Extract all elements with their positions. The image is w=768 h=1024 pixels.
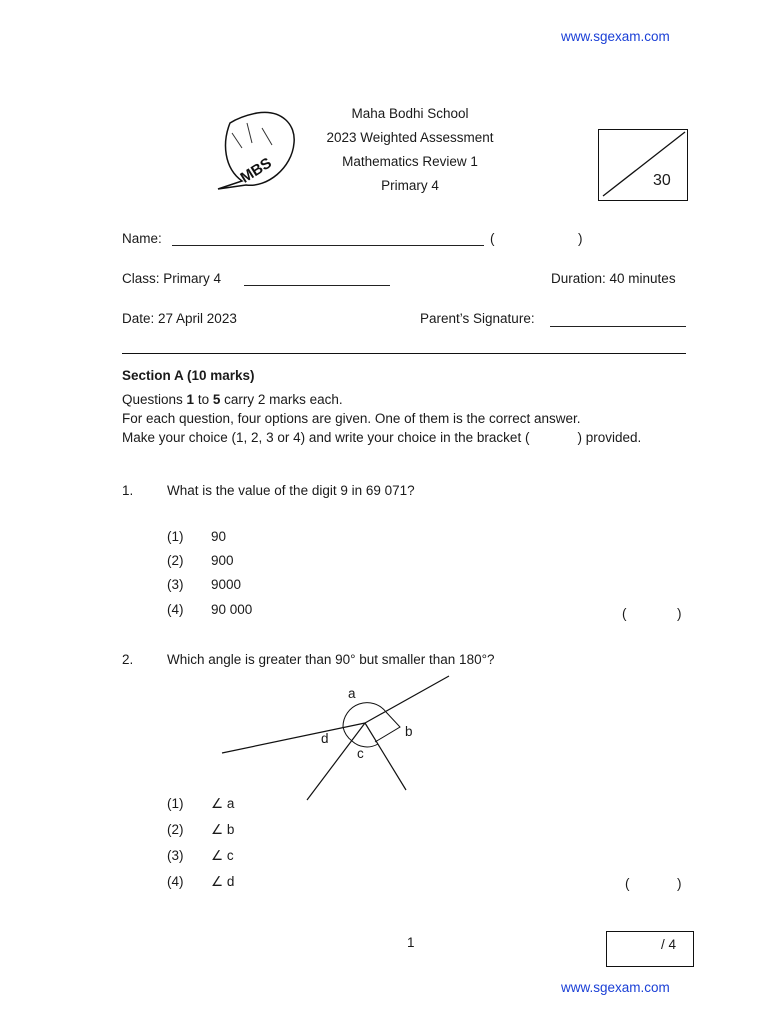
name-bracket-close: ) bbox=[578, 231, 583, 246]
logo-text: MBS bbox=[237, 154, 275, 187]
q1-text: What is the value of the digit 9 in 69 071? bbox=[167, 483, 415, 498]
q1-option-4-value: 90 000 bbox=[211, 602, 253, 617]
q2-option-4-number: (4) bbox=[167, 874, 184, 889]
page-score-box bbox=[606, 931, 694, 967]
q1-answer-bracket-close[interactable]: ) bbox=[677, 606, 682, 621]
instr3-pre: Make your choice (1, 2, 3 or 4) and write your choice in the bracket ( bbox=[122, 430, 530, 445]
duration-text: Duration: 40 minutes bbox=[551, 271, 676, 286]
q2-option-4-value: ∠ d bbox=[211, 874, 235, 889]
site-watermark-bottom[interactable]: www.sgexam.com bbox=[561, 980, 670, 995]
q1-option-3-number: (3) bbox=[167, 577, 184, 592]
total-marks: 30 bbox=[653, 172, 671, 189]
arc-c bbox=[352, 741, 378, 747]
class-label: Class: Primary 4 bbox=[122, 271, 222, 286]
figure-label-d: d bbox=[321, 731, 329, 746]
instr3-post: ) provided. bbox=[577, 430, 642, 445]
line-lower-left bbox=[307, 723, 365, 800]
instr1-post: carry 2 marks each. bbox=[220, 392, 343, 407]
instr1-q-start: 1 bbox=[186, 392, 195, 407]
q1-answer-bracket-open[interactable]: ( bbox=[622, 606, 627, 621]
q2-text: Which angle is greater than 90° but smaller than 180°? bbox=[167, 652, 495, 667]
site-watermark-top[interactable]: www.sgexam.com bbox=[561, 29, 670, 44]
arc-d bbox=[343, 727, 352, 741]
date-text: Date: 27 April 2023 bbox=[122, 311, 237, 326]
instr1-q-end: 5 bbox=[212, 392, 221, 407]
q1-option-3-value: 9000 bbox=[211, 577, 242, 592]
q1-option-1-value: 90 bbox=[211, 529, 227, 544]
subject-title: Mathematics Review 1 bbox=[342, 154, 478, 169]
q2-answer-bracket-close[interactable]: ) bbox=[677, 876, 682, 891]
figure-label-a: a bbox=[348, 686, 356, 701]
q2-option-1-number: (1) bbox=[167, 796, 184, 811]
q2-option-1-value: ∠ a bbox=[211, 796, 235, 811]
q2-option-3-number: (3) bbox=[167, 848, 184, 863]
page-number: 1 bbox=[407, 935, 415, 950]
assessment-title: 2023 Weighted Assessment bbox=[326, 130, 494, 145]
name-label: Name: bbox=[122, 231, 162, 246]
q2-option-2-number: (2) bbox=[167, 822, 184, 837]
arc-b bbox=[375, 712, 400, 742]
q1-option-4-number: (4) bbox=[167, 602, 184, 617]
instr1-pre: Questions bbox=[122, 392, 187, 407]
section-a-instruction-2: For each question, four options are given. One of them is the correct answer. bbox=[122, 411, 581, 426]
instr1-mid: to bbox=[194, 392, 213, 407]
school-name: Maha Bodhi School bbox=[351, 106, 469, 121]
section-a-title: Section A (10 marks) bbox=[122, 368, 255, 383]
figure-label-c: c bbox=[357, 746, 364, 761]
page-score-text: / 4 bbox=[661, 937, 677, 952]
q2-number: 2. bbox=[122, 652, 134, 667]
line-lower-right bbox=[365, 723, 406, 790]
name-bracket-open: ( bbox=[490, 231, 495, 246]
q1-option-2-value: 900 bbox=[211, 553, 234, 568]
q1-number: 1. bbox=[122, 483, 134, 498]
parent-signature-label: Parent’s Signature: bbox=[420, 311, 535, 326]
q1-option-2-number: (2) bbox=[167, 553, 184, 568]
level-title: Primary 4 bbox=[381, 178, 439, 193]
q2-option-3-value: ∠ c bbox=[211, 848, 234, 863]
q1-option-1-number: (1) bbox=[167, 529, 184, 544]
q2-option-2-value: ∠ b bbox=[211, 822, 235, 837]
line-upper-right bbox=[365, 676, 449, 723]
figure-label-b: b bbox=[405, 724, 413, 739]
q2-answer-bracket-open[interactable]: ( bbox=[625, 876, 630, 891]
